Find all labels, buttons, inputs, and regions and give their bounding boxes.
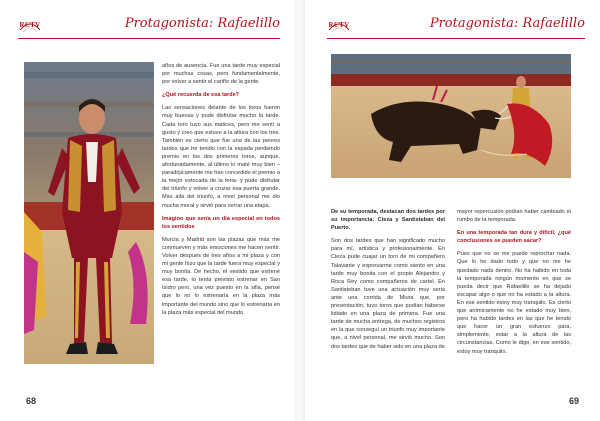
paragraph: Son dos tardes que han significado mucho para mí, artística y profesionalmente. En Cieza pude cuajar un toro de mi compañero Talavante y expresarme como siento en una tarde muy bonita con el propio Alejandro y Roca Rey como compañeros de cartel. En Santisteban tuve una actuación muy seria ante una corrida de Miura que, por presentación, tuvo toros que podían haberse lidiado en una plaza de primera. Fue una tarde de mucha entrega, de muchos registros en la que conseguí un triunfo muy importante que, a nivel personal, me sirvió mucho. Son dos tardes que de haber sido en una plaza de xyxy=(331,238,445,350)
paragraph: Pues que no se me puede reprochar nada. Que lo he dado todo y que no me he quedado nada dentro. No ha habido en toda la temporada ningún momento en que se pueda decir que Rafaelillo se ha dejado escapar algo o que no ha estado a la altura. En ese sentido estoy muy tranquilo. Es cierto que anímicamente no he estado muy bien, pero ha habido tardes en las que he tenido que hacer un gran esfuerzo para, simplemente, estar a la altura de las circunstancias. Como le digo, en ese sentido, estoy muy tranquilo. xyxy=(457,251,571,355)
question-heading: De su temporada, destacan dos tardes por su importancia: Cieza y Santisteban del Puerto. xyxy=(331,209,445,232)
photo-bullfight xyxy=(331,54,571,178)
section-title: Protagonista: Rafaelillo xyxy=(124,16,280,31)
header-rule xyxy=(18,38,280,39)
paragraph: años de ausencia. Fue una tarde muy especial por muchas cosas, pero fundamentalmente, por volver a sentir el cariño de la gente. xyxy=(162,63,280,86)
left-page xyxy=(0,0,295,421)
question-heading: ¿Qué recuerda de esa tarde? xyxy=(162,92,240,99)
right-text-column-2 xyxy=(457,208,571,361)
logo-text: RCTV xyxy=(328,21,350,29)
page-number: 69 xyxy=(568,396,579,406)
photo-matador-portrait xyxy=(24,62,154,364)
question-heading: En una temporada tan dura y difícil, ¿qué conclusiones se pueden sacar? xyxy=(457,230,571,245)
paragraph: mayor repercusión podían haber cambiado el rumbo de la temporada. xyxy=(457,209,571,224)
question-heading: Imagino que sería un día especial en todos los sentidos xyxy=(162,215,280,230)
page-header xyxy=(327,14,585,40)
page-number: 68 xyxy=(26,396,37,406)
spine-gutter xyxy=(294,0,304,421)
right-page xyxy=(304,0,600,421)
paragraph: Las sensaciones delante de los toros fueron muy buenas y pude disfrutar mucho la tarde. Cada toro tuvo sus matices, pero me sentí a gusto y creo que estuve a la altura con los tres. También es cierto que fue una de las peores tardes que he tenido con la espada perdiendo premio en los dos primeros toros, aunque, afortunadamente, al último lo maté muy bien – paradójicamente me han concedido el premio a la mejor estocada de la feria- y pude disfrutar del triunfo y volver a cruzar esa puerta grande. Más allá del triunfo, a nivel personal me dio mucha moral y sirvió para cerrar una etapa. xyxy=(162,105,280,209)
right-text-column-1 xyxy=(331,208,445,356)
logo-text: RCTV xyxy=(19,21,41,29)
paragraph: Murcia y Madrid son las plazas que más me conmueven y más emociones me hacen sentir. Volver después de tres años a mi plaza y con mi gente hizo que la tarde fuera muy especial y muy bonita. De hecho, el vestido que estrené esa tarde, lo tenía previsto estrenar en San Isidro pero, una vez puesto en la silla, pensé que lo no lo estrenaría en la plaza más importante del mundo sino que lo estrenaría en la plaza más especial del mundo. xyxy=(162,236,280,316)
left-text-column xyxy=(162,62,280,322)
page-header xyxy=(18,14,280,40)
header-rule xyxy=(327,38,585,39)
section-title: Protagonista: Rafaelillo xyxy=(429,16,585,31)
